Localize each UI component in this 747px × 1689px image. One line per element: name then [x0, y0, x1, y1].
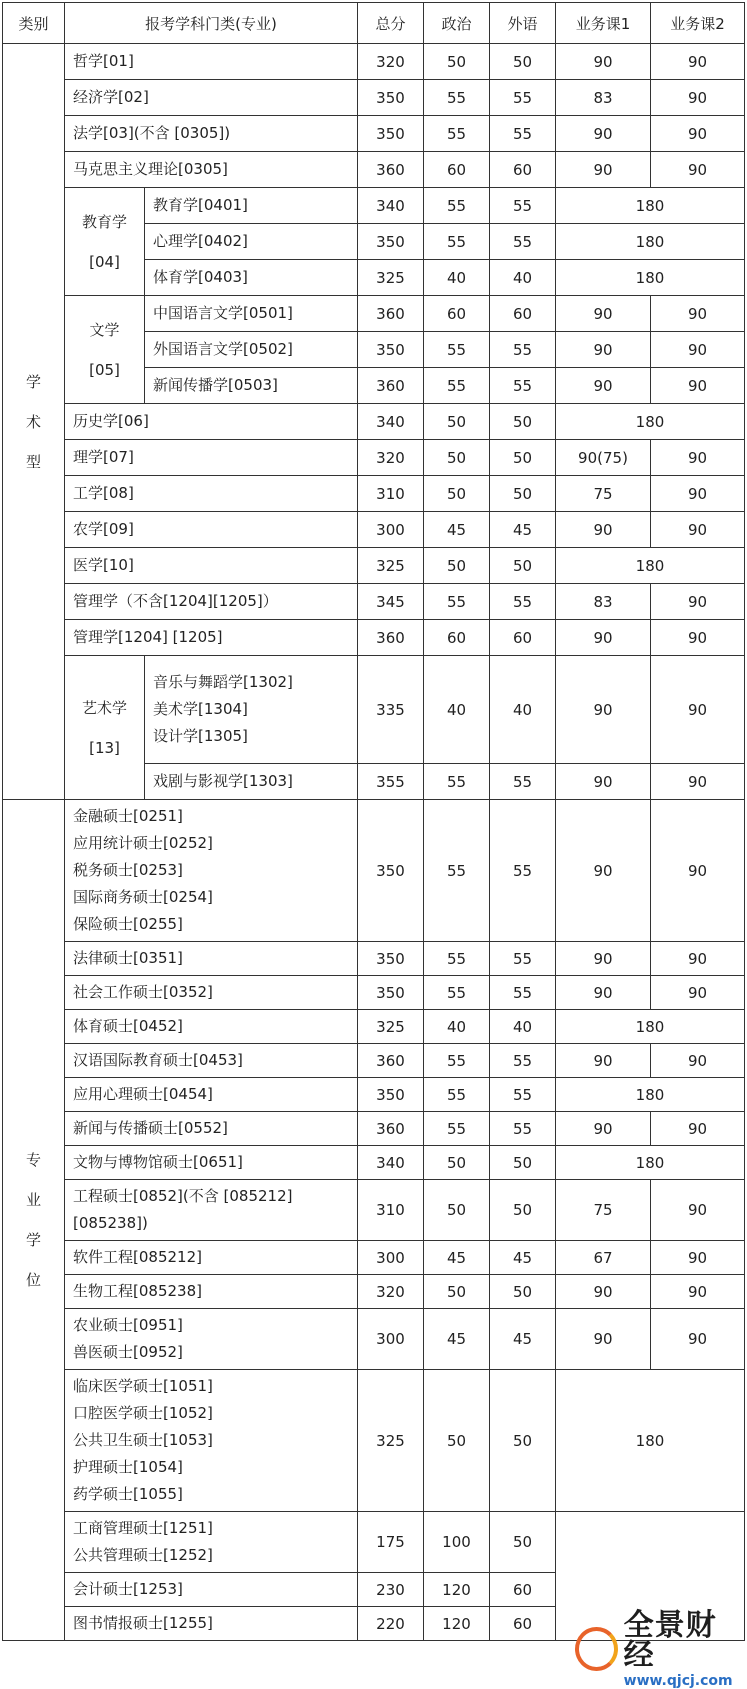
- politics-score: 50: [424, 548, 490, 584]
- course2-score: 90: [651, 656, 745, 764]
- table-row: [3, 188, 745, 224]
- course2-score: 90: [651, 976, 745, 1010]
- course-combined-score: 180: [556, 224, 745, 260]
- total-score: 325: [358, 1010, 424, 1044]
- course2-score: 90: [651, 476, 745, 512]
- course2-score: 90: [651, 152, 745, 188]
- table-row: [3, 440, 745, 476]
- subject-name: 法律硕士[0351]: [65, 942, 358, 976]
- subject-line: 国际商务硕士[0254]: [73, 888, 213, 906]
- course1-score: 83: [556, 584, 651, 620]
- total-score: 360: [358, 368, 424, 404]
- language-score: 45: [490, 1241, 556, 1275]
- course1-score: 90: [556, 976, 651, 1010]
- subject-line: 保险硕士[0255]: [73, 915, 183, 933]
- course-combined-score: 180: [556, 1078, 745, 1112]
- total-score: 320: [358, 44, 424, 80]
- course1-score: 90: [556, 116, 651, 152]
- table-row: [3, 1044, 745, 1078]
- course1-score: 90: [556, 800, 651, 942]
- subject-name: 中国语言文学[0501]: [145, 296, 358, 332]
- subject-name: [65, 1309, 358, 1370]
- subject-name: 社会工作硕士[0352]: [65, 976, 358, 1010]
- course1-score: 90: [556, 1309, 651, 1370]
- category-char: 术: [25, 412, 41, 431]
- subject-name: [145, 656, 358, 764]
- category-cell: [3, 44, 65, 800]
- total-score: 220: [358, 1607, 424, 1641]
- language-score: 40: [490, 260, 556, 296]
- course2-score: 90: [651, 80, 745, 116]
- course-combined-score: [556, 1512, 745, 1641]
- table-row: [3, 584, 745, 620]
- subject-name: 历史学[06]: [65, 404, 358, 440]
- subject-name: 农学[09]: [65, 512, 358, 548]
- total-score: 300: [358, 1309, 424, 1370]
- language-score: 50: [490, 44, 556, 80]
- course-combined-score: 180: [556, 1010, 745, 1044]
- language-score: 55: [490, 332, 556, 368]
- subject-name: [65, 800, 358, 942]
- language-score: 50: [490, 476, 556, 512]
- course1-score: 75: [556, 1180, 651, 1241]
- total-score: 320: [358, 1275, 424, 1309]
- group-code: [13]: [89, 738, 120, 757]
- subject-line: 应用统计硕士[0252]: [73, 834, 213, 852]
- group-cell: [65, 296, 145, 404]
- course1-score: 90: [556, 44, 651, 80]
- group-cell: [65, 656, 145, 800]
- politics-score: 50: [424, 440, 490, 476]
- total-score: 340: [358, 1146, 424, 1180]
- course1-score: 90: [556, 1044, 651, 1078]
- subject-name: 管理学（不含[1204][1205]）: [65, 584, 358, 620]
- subject-name: 体育硕士[0452]: [65, 1010, 358, 1044]
- total-score: 360: [358, 1112, 424, 1146]
- subject-name: 马克思主义理论[0305]: [65, 152, 358, 188]
- politics-score: 60: [424, 152, 490, 188]
- language-score: 50: [490, 1180, 556, 1241]
- course-combined-score: 180: [556, 1146, 745, 1180]
- politics-score: 55: [424, 1078, 490, 1112]
- subject-name: [65, 1512, 358, 1573]
- table-row: [3, 620, 745, 656]
- language-score: 55: [490, 368, 556, 404]
- language-score: 60: [490, 620, 556, 656]
- subject-line: 农业硕士[0951]: [73, 1316, 183, 1334]
- subject-line: 美术学[1304]: [153, 700, 248, 718]
- subject-name: 软件工程[085212]: [65, 1241, 358, 1275]
- course-combined-score: 180: [556, 404, 745, 440]
- header-politics: 政治: [424, 3, 490, 44]
- language-score: 50: [490, 440, 556, 476]
- total-score: 325: [358, 548, 424, 584]
- language-score: 55: [490, 942, 556, 976]
- header-row: [3, 3, 745, 44]
- total-score: 300: [358, 512, 424, 548]
- course2-score: 90: [651, 332, 745, 368]
- subject-line: 工商管理硕士[1251]: [73, 1519, 213, 1537]
- table-row: [3, 1112, 745, 1146]
- total-score: 340: [358, 188, 424, 224]
- table-row: [3, 942, 745, 976]
- score-table: [2, 2, 745, 1641]
- total-score: 300: [358, 1241, 424, 1275]
- politics-score: 50: [424, 1146, 490, 1180]
- group-name: 艺术学: [81, 698, 127, 717]
- total-score: 360: [358, 620, 424, 656]
- language-score: 40: [490, 656, 556, 764]
- table-row: [3, 548, 745, 584]
- category-char: 业: [25, 1191, 41, 1209]
- politics-score: 55: [424, 116, 490, 152]
- subject-name: 图书情报硕士[1255]: [65, 1607, 358, 1641]
- table-row: [3, 152, 745, 188]
- header-course2: 业务课2: [651, 3, 745, 44]
- header-total: 总分: [358, 3, 424, 44]
- course2-score: 90: [651, 1044, 745, 1078]
- subject-name: 管理学[1204] [1205]: [65, 620, 358, 656]
- course1-score: 90: [556, 942, 651, 976]
- politics-score: 55: [424, 1044, 490, 1078]
- subject-line: 公共管理硕士[1252]: [73, 1546, 213, 1564]
- table-row: [3, 1078, 745, 1112]
- language-score: 50: [490, 548, 556, 584]
- politics-score: 60: [424, 296, 490, 332]
- subject-line: 药学硕士[1055]: [73, 1485, 183, 1503]
- table-row: [3, 404, 745, 440]
- subject-name: 哲学[01]: [65, 44, 358, 80]
- table-row: [3, 656, 745, 764]
- politics-score: 55: [424, 224, 490, 260]
- course1-score: 90: [556, 620, 651, 656]
- subject-name: 戏剧与影视学[1303]: [145, 764, 358, 800]
- language-score: 55: [490, 116, 556, 152]
- category-cell: [3, 800, 65, 1641]
- watermark-text: 全景财经: [623, 1607, 717, 1673]
- course-combined-score: 180: [556, 1370, 745, 1512]
- header-category: 类别: [3, 3, 65, 44]
- subject-name: 会计硕士[1253]: [65, 1573, 358, 1607]
- politics-score: 55: [424, 584, 490, 620]
- politics-score: 55: [424, 764, 490, 800]
- politics-score: 45: [424, 1309, 490, 1370]
- language-score: 40: [490, 1010, 556, 1044]
- category-char: 位: [25, 1271, 41, 1289]
- subject-line: 工程硕士[0852](不含 [085212]: [73, 1187, 293, 1205]
- language-score: 50: [490, 1370, 556, 1512]
- total-score: 350: [358, 976, 424, 1010]
- language-score: 60: [490, 296, 556, 332]
- language-score: 55: [490, 1044, 556, 1078]
- total-score: 320: [358, 440, 424, 476]
- politics-score: 50: [424, 1275, 490, 1309]
- subject-name: 外国语言文学[0502]: [145, 332, 358, 368]
- subject-name: 法学[03](不含 [0305]): [65, 116, 358, 152]
- subject-line: 临床医学硕士[1051]: [73, 1377, 213, 1395]
- subject-line: [085238]): [73, 1214, 148, 1232]
- total-score: 360: [358, 1044, 424, 1078]
- course1-score: 90: [556, 656, 651, 764]
- table-row: [3, 976, 745, 1010]
- total-score: 310: [358, 1180, 424, 1241]
- subject-name: 经济学[02]: [65, 80, 358, 116]
- table-row: [3, 80, 745, 116]
- course-combined-score: 180: [556, 188, 745, 224]
- subject-name: 文物与博物馆硕士[0651]: [65, 1146, 358, 1180]
- subject-line: 口腔医学硕士[1052]: [73, 1404, 213, 1422]
- table-row: [3, 1241, 745, 1275]
- category-char: 型: [25, 452, 41, 471]
- language-score: 45: [490, 1309, 556, 1370]
- total-score: 350: [358, 80, 424, 116]
- total-score: 340: [358, 404, 424, 440]
- course2-score: 90: [651, 116, 745, 152]
- subject-name: [65, 1180, 358, 1241]
- group-name: 文学: [89, 320, 120, 339]
- course1-score: 90: [556, 296, 651, 332]
- table-row: [3, 1146, 745, 1180]
- politics-score: 60: [424, 620, 490, 656]
- politics-score: 50: [424, 1370, 490, 1512]
- total-score: 355: [358, 764, 424, 800]
- language-score: 55: [490, 800, 556, 942]
- politics-score: 45: [424, 1241, 490, 1275]
- course2-score: 90: [651, 1112, 745, 1146]
- politics-score: 55: [424, 368, 490, 404]
- total-score: 325: [358, 1370, 424, 1512]
- subject-name: 体育学[0403]: [145, 260, 358, 296]
- language-score: 55: [490, 224, 556, 260]
- table-body: [3, 44, 745, 1641]
- politics-score: 40: [424, 1010, 490, 1044]
- subject-name: 新闻与传播硕士[0552]: [65, 1112, 358, 1146]
- table-row: [3, 44, 745, 80]
- subject-line: 金融硕士[0251]: [73, 807, 183, 825]
- politics-score: 100: [424, 1512, 490, 1573]
- subject-name: 医学[10]: [65, 548, 358, 584]
- category-char: 专: [25, 1151, 41, 1169]
- language-score: 50: [490, 1512, 556, 1573]
- course2-score: 90: [651, 584, 745, 620]
- category-char: 学: [25, 1231, 41, 1249]
- subject-name: 新闻传播学[0503]: [145, 368, 358, 404]
- course1-score: 90: [556, 332, 651, 368]
- course1-score: 90: [556, 1112, 651, 1146]
- politics-score: 120: [424, 1573, 490, 1607]
- table-row: [3, 1309, 745, 1370]
- course2-score: 90: [651, 1180, 745, 1241]
- subject-name: 心理学[0402]: [145, 224, 358, 260]
- table-row: [3, 1180, 745, 1241]
- language-score: 55: [490, 584, 556, 620]
- politics-score: 55: [424, 188, 490, 224]
- language-score: 45: [490, 512, 556, 548]
- politics-score: 55: [424, 332, 490, 368]
- total-score: 230: [358, 1573, 424, 1607]
- course2-score: 90: [651, 1241, 745, 1275]
- politics-score: 40: [424, 260, 490, 296]
- language-score: 55: [490, 80, 556, 116]
- subject-line: 音乐与舞蹈学[1302]: [153, 673, 293, 691]
- total-score: 350: [358, 942, 424, 976]
- table-row: [3, 1275, 745, 1309]
- course2-score: 90: [651, 440, 745, 476]
- course2-score: 90: [651, 512, 745, 548]
- table-row: [3, 1370, 745, 1512]
- category-char: 学: [25, 372, 41, 391]
- table-row: [3, 1010, 745, 1044]
- language-score: 60: [490, 1573, 556, 1607]
- politics-score: 50: [424, 476, 490, 512]
- group-cell: [65, 188, 145, 296]
- header-course1: 业务课1: [556, 3, 651, 44]
- total-score: 345: [358, 584, 424, 620]
- header-subject: 报考学科门类(专业): [65, 3, 358, 44]
- politics-score: 55: [424, 800, 490, 942]
- table-row: [3, 512, 745, 548]
- subject-name: 工学[08]: [65, 476, 358, 512]
- course2-score: 90: [651, 296, 745, 332]
- total-score: 350: [358, 800, 424, 942]
- course1-score: 90: [556, 512, 651, 548]
- table-row: [3, 800, 745, 942]
- language-score: 50: [490, 404, 556, 440]
- course1-score: 90(75): [556, 440, 651, 476]
- course1-score: 83: [556, 80, 651, 116]
- politics-score: 55: [424, 976, 490, 1010]
- politics-score: 40: [424, 656, 490, 764]
- total-score: 310: [358, 476, 424, 512]
- language-score: 55: [490, 976, 556, 1010]
- group-name: 教育学: [81, 212, 127, 231]
- course-combined-score: 180: [556, 260, 745, 296]
- total-score: 175: [358, 1512, 424, 1573]
- language-score: 55: [490, 188, 556, 224]
- course1-score: 90: [556, 152, 651, 188]
- course2-score: 90: [651, 1275, 745, 1309]
- course-combined-score: 180: [556, 548, 745, 584]
- language-score: 55: [490, 1078, 556, 1112]
- subject-line: 兽医硕士[0952]: [73, 1343, 183, 1361]
- politics-score: 55: [424, 1112, 490, 1146]
- language-score: 55: [490, 764, 556, 800]
- total-score: 350: [358, 332, 424, 368]
- language-score: 60: [490, 152, 556, 188]
- course1-score: 75: [556, 476, 651, 512]
- group-code: [04]: [89, 252, 120, 271]
- course2-score: 90: [651, 764, 745, 800]
- table-row: [3, 296, 745, 332]
- course1-score: 90: [556, 1275, 651, 1309]
- politics-score: 50: [424, 44, 490, 80]
- course2-score: 90: [651, 942, 745, 976]
- politics-score: 120: [424, 1607, 490, 1641]
- subject-name: 教育学[0401]: [145, 188, 358, 224]
- course2-score: 90: [651, 368, 745, 404]
- total-score: 360: [358, 296, 424, 332]
- watermark-url: www.qjcj.com: [623, 1672, 733, 1689]
- course1-score: 90: [556, 368, 651, 404]
- course2-score: 90: [651, 44, 745, 80]
- table-row: [3, 476, 745, 512]
- politics-score: 55: [424, 942, 490, 976]
- politics-score: 55: [424, 80, 490, 116]
- course2-score: 90: [651, 620, 745, 656]
- subject-line: 税务硕士[0253]: [73, 861, 183, 879]
- politics-score: 50: [424, 1180, 490, 1241]
- total-score: 325: [358, 260, 424, 296]
- language-score: 50: [490, 1146, 556, 1180]
- table-row: [3, 1512, 745, 1573]
- total-score: 350: [358, 116, 424, 152]
- language-score: 50: [490, 1275, 556, 1309]
- course2-score: 90: [651, 1309, 745, 1370]
- language-score: 60: [490, 1607, 556, 1641]
- politics-score: 45: [424, 512, 490, 548]
- subject-line: 设计学[1305]: [153, 727, 248, 745]
- total-score: 360: [358, 152, 424, 188]
- table-row: [3, 116, 745, 152]
- total-score: 350: [358, 224, 424, 260]
- politics-score: 50: [424, 404, 490, 440]
- course2-score: 90: [651, 800, 745, 942]
- subject-name: 应用心理硕士[0454]: [65, 1078, 358, 1112]
- group-code: [05]: [89, 360, 120, 379]
- header-language: 外语: [490, 3, 556, 44]
- subject-name: 汉语国际教育硕士[0453]: [65, 1044, 358, 1078]
- subject-line: 公共卫生硕士[1053]: [73, 1431, 213, 1449]
- subject-name: 生物工程[085238]: [65, 1275, 358, 1309]
- total-score: 335: [358, 656, 424, 764]
- subject-line: 护理硕士[1054]: [73, 1458, 183, 1476]
- course1-score: 67: [556, 1241, 651, 1275]
- subject-name: [65, 1370, 358, 1512]
- subject-name: 理学[07]: [65, 440, 358, 476]
- language-score: 55: [490, 1112, 556, 1146]
- total-score: 350: [358, 1078, 424, 1112]
- course1-score: 90: [556, 764, 651, 800]
